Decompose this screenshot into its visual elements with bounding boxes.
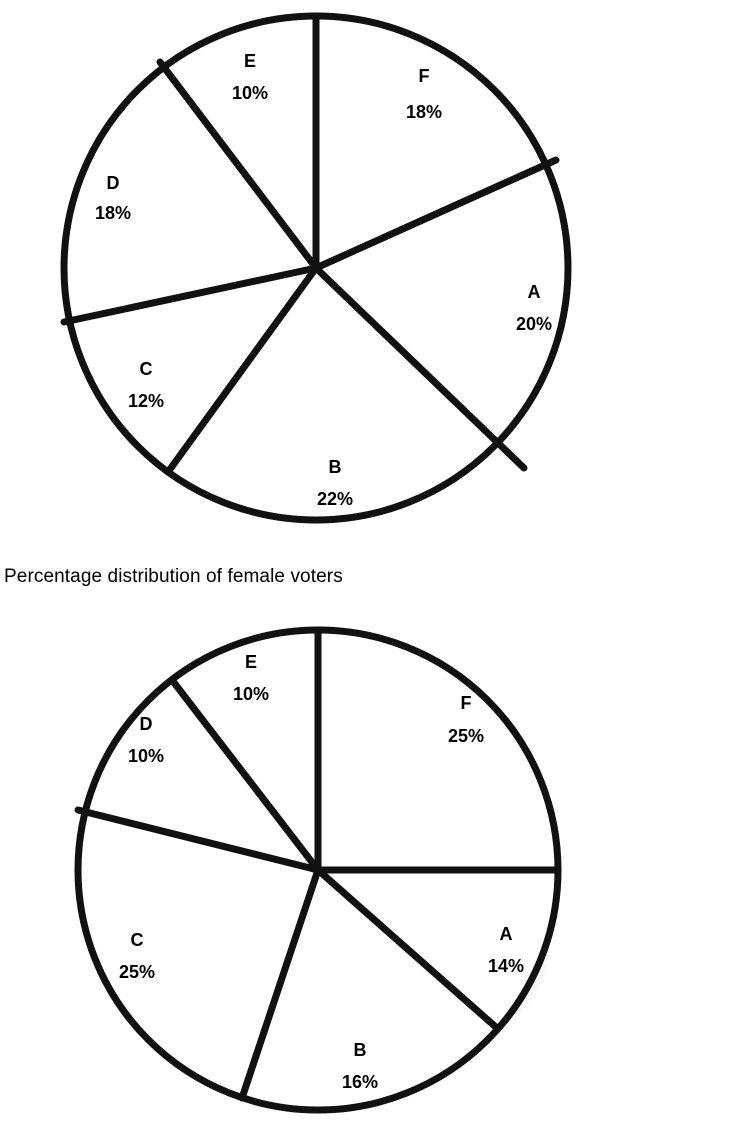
male-slice-value-B: 22% <box>316 489 354 509</box>
male-slice-label-E: E <box>243 51 257 71</box>
female-slice-label-E: E <box>244 652 258 672</box>
female-pie-svg <box>0 610 737 1141</box>
female-slice-value-E: 10% <box>232 684 270 704</box>
female-slice-label-A: A <box>499 924 513 944</box>
female-slice-value-C: 25% <box>118 962 156 982</box>
female-voters-pie-chart <box>0 610 737 1141</box>
female-slice-value-B: 16% <box>341 1072 379 1092</box>
male-slice-value-A: 20% <box>515 314 553 334</box>
female-slice-label-B: B <box>353 1040 367 1060</box>
male-pie-svg <box>0 0 737 545</box>
male-slice-label-F: F <box>418 66 430 86</box>
male-slice-label-B: B <box>328 457 342 477</box>
female-slice-label-D: D <box>139 714 153 734</box>
female-slice-label-C: C <box>130 930 144 950</box>
male-slice-value-C: 12% <box>127 391 165 411</box>
male-slice-label-C: C <box>139 359 153 379</box>
male-slice-label-D: D <box>106 173 120 193</box>
female-chart-caption: Percentage distribution of female voters <box>4 566 343 587</box>
male-slice-label-A: A <box>527 282 541 302</box>
female-slice-value-F: 25% <box>447 726 485 746</box>
female-slice-label-F: F <box>460 693 472 713</box>
male-slice-value-D: 18% <box>94 203 132 223</box>
female-slice-value-D: 10% <box>127 746 165 766</box>
male-slice-value-E: 10% <box>231 83 269 103</box>
male-voters-pie-chart <box>0 0 737 545</box>
female-slice-value-A: 14% <box>487 956 525 976</box>
male-slice-value-F: 18% <box>405 102 443 122</box>
male-pie-wrap <box>0 0 737 545</box>
female-pie-wrap <box>0 610 737 1141</box>
